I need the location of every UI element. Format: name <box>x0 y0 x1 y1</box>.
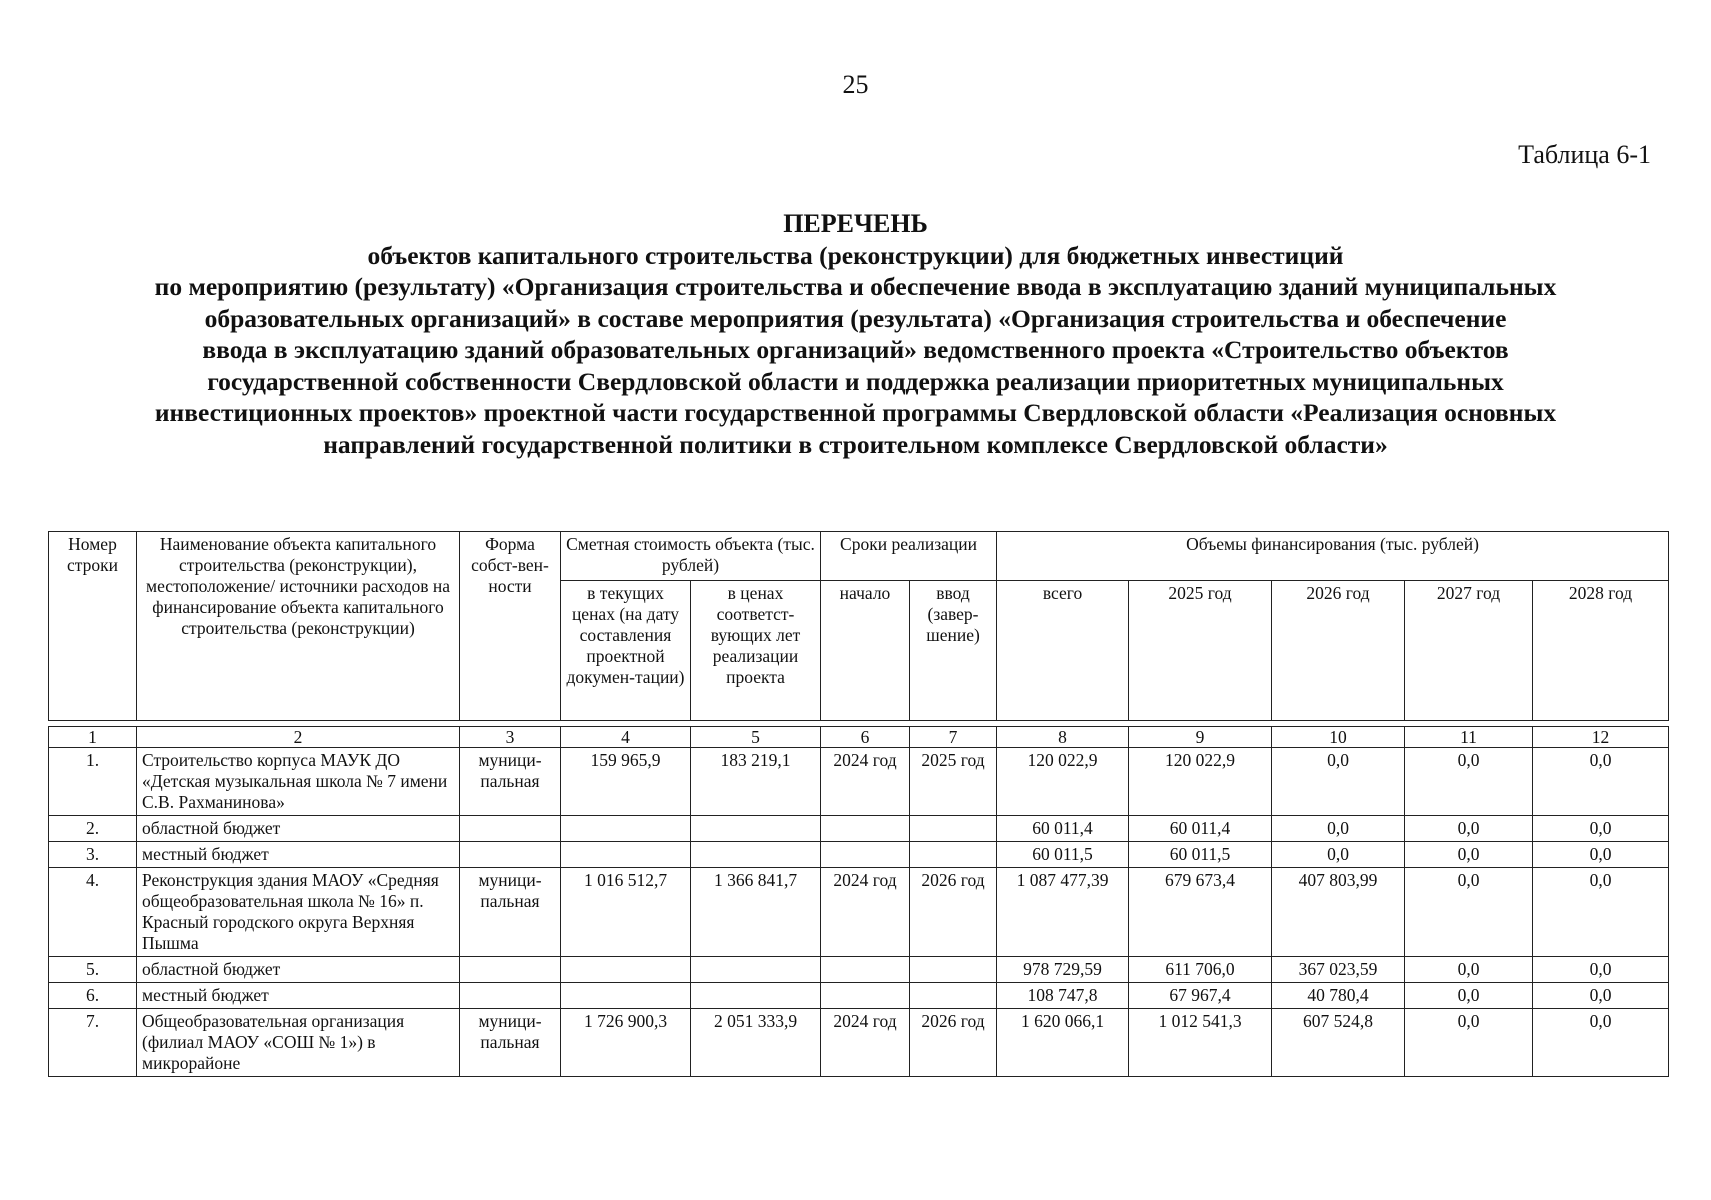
object-name-cell: местный бюджет <box>137 842 460 868</box>
object-name-cell: Реконструкция здания МАОУ «Средняя общеобразовательная школа № 16» п. Красный городского округа Верхняя Пышма <box>137 868 460 957</box>
header-row-number: Номер строки <box>49 532 137 721</box>
year-2028-cell: 0,0 <box>1533 842 1669 868</box>
year-2026-cell: 0,0 <box>1272 842 1405 868</box>
year-2027-cell: 0,0 <box>1405 957 1533 983</box>
row-number-cell: 1. <box>49 748 137 816</box>
object-name-cell: Общеобразовательная организация (филиал МАОУ «СОШ № 1») в микрорайоне <box>137 1009 460 1077</box>
ownership-cell <box>460 957 561 983</box>
row-number-cell: 6. <box>49 983 137 1009</box>
year-2028-cell: 0,0 <box>1533 957 1669 983</box>
finish-cell: 2025 год <box>910 748 997 816</box>
header-2026: 2026 год <box>1272 581 1405 721</box>
title-line: объектов капитального строительства (реконструкции) для бюджетных инвестиций <box>367 240 1344 270</box>
table-row <box>49 957 1669 983</box>
cost-current-cell <box>561 983 691 1009</box>
year-2027-cell: 0,0 <box>1405 748 1533 816</box>
row-number-cell: 7. <box>49 1009 137 1077</box>
object-name-cell: местный бюджет <box>137 983 460 1009</box>
total-cell: 120 022,9 <box>997 748 1129 816</box>
total-cell: 60 011,5 <box>997 842 1129 868</box>
column-number: 2 <box>137 727 460 748</box>
year-2028-cell: 0,0 <box>1533 1009 1669 1077</box>
cost-years-cell: 1 366 841,7 <box>691 868 821 957</box>
page-number: 25 <box>842 70 869 99</box>
column-number: 5 <box>691 727 821 748</box>
header-start: начало <box>821 581 910 721</box>
cost-years-cell: 183 219,1 <box>691 748 821 816</box>
row-number-cell: 4. <box>49 868 137 957</box>
start-cell <box>821 983 910 1009</box>
start-cell: 2024 год <box>821 868 910 957</box>
year-2028-cell: 0,0 <box>1533 983 1669 1009</box>
finish-cell <box>910 842 997 868</box>
object-name-cell: областной бюджет <box>137 957 460 983</box>
ownership-cell <box>460 816 561 842</box>
finish-cell <box>910 957 997 983</box>
table-row <box>49 842 1669 868</box>
document-title <box>40 208 1671 460</box>
header-object-name: Наименование объекта капитального строительства (реконструкции), местоположение/ источники расходов на финансирование объекта капитального строительства (реконструкции) <box>137 532 460 721</box>
header-finish: ввод (завер-шение) <box>910 581 997 721</box>
column-numbers-row <box>49 727 1669 748</box>
row-number-cell: 2. <box>49 816 137 842</box>
title-main: ПЕРЕЧЕНЬ <box>783 209 928 238</box>
table-row <box>49 748 1669 816</box>
year-2026-cell: 407 803,99 <box>1272 868 1405 957</box>
header-ownership: Форма собст-вен-ности <box>460 532 561 721</box>
table-row <box>49 868 1669 957</box>
year-2025-cell: 120 022,9 <box>1129 748 1272 816</box>
cost-current-cell <box>561 842 691 868</box>
row-number-cell: 3. <box>49 842 137 868</box>
column-number: 3 <box>460 727 561 748</box>
cost-years-cell <box>691 983 821 1009</box>
year-2025-cell: 60 011,4 <box>1129 816 1272 842</box>
header-2027: 2027 год <box>1405 581 1533 721</box>
ownership-cell <box>460 842 561 868</box>
cost-years-cell <box>691 957 821 983</box>
year-2028-cell: 0,0 <box>1533 868 1669 957</box>
start-cell: 2024 год <box>821 1009 910 1077</box>
table-label: Таблица 6-1 <box>1518 140 1651 169</box>
column-number: 1 <box>49 727 137 748</box>
cost-years-cell: 2 051 333,9 <box>691 1009 821 1077</box>
header-cost-current: в текущих ценах (на дату составления проектной докумен-тации) <box>561 581 691 721</box>
year-2026-cell: 0,0 <box>1272 748 1405 816</box>
column-number: 9 <box>1129 727 1272 748</box>
object-name-cell: областной бюджет <box>137 816 460 842</box>
cost-current-cell: 159 965,9 <box>561 748 691 816</box>
year-2025-cell: 67 967,4 <box>1129 983 1272 1009</box>
row-number-cell: 5. <box>49 957 137 983</box>
header-row <box>49 532 1669 581</box>
title-line: инвестиционных проектов» проектной части государственной программы Свердловской области «Реализация основных <box>154 398 1557 427</box>
total-cell: 1 087 477,39 <box>997 868 1129 957</box>
cost-current-cell <box>561 957 691 983</box>
objects-table <box>48 531 1669 1077</box>
cost-current-cell: 1 726 900,3 <box>561 1009 691 1077</box>
start-cell <box>821 816 910 842</box>
year-2026-cell: 367 023,59 <box>1272 957 1405 983</box>
finish-cell <box>910 816 997 842</box>
column-number: 7 <box>910 727 997 748</box>
column-number: 6 <box>821 727 910 748</box>
year-2028-cell: 0,0 <box>1533 816 1669 842</box>
year-2026-cell: 40 780,4 <box>1272 983 1405 1009</box>
finish-cell: 2026 год <box>910 1009 997 1077</box>
start-cell <box>821 842 910 868</box>
table-row <box>49 983 1669 1009</box>
column-number: 4 <box>561 727 691 748</box>
title-line: государственной собственности Свердловской области и поддержка реализации приоритетных муниципальных <box>207 366 1504 396</box>
year-2027-cell: 0,0 <box>1405 868 1533 957</box>
ownership-cell: муници-пальная <box>460 1009 561 1077</box>
total-cell: 108 747,8 <box>997 983 1129 1009</box>
header-2028: 2028 год <box>1533 581 1669 721</box>
cost-years-cell <box>691 842 821 868</box>
table-row <box>49 816 1669 842</box>
title-line: направлений государственной политики в строительном комплексе Свердловской области» <box>323 429 1388 459</box>
ownership-cell: муници-пальная <box>460 868 561 957</box>
year-2025-cell: 679 673,4 <box>1129 868 1272 957</box>
column-number: 11 <box>1405 727 1533 748</box>
finish-cell: 2026 год <box>910 868 997 957</box>
column-number: 10 <box>1272 727 1405 748</box>
ownership-cell: муници-пальная <box>460 748 561 816</box>
year-2026-cell: 607 524,8 <box>1272 1009 1405 1077</box>
year-2025-cell: 611 706,0 <box>1129 957 1272 983</box>
title-line: образовательных организаций» в составе мероприятия (результата) «Организация строительства и обеспечение <box>204 303 1507 333</box>
column-number: 12 <box>1533 727 1669 748</box>
start-cell <box>821 957 910 983</box>
total-cell: 978 729,59 <box>997 957 1129 983</box>
title-line: ввода в эксплуатацию зданий образовательных организаций» ведомственного проекта «Строительство объектов <box>202 335 1509 364</box>
ownership-cell <box>460 983 561 1009</box>
year-2026-cell: 0,0 <box>1272 816 1405 842</box>
year-2025-cell: 1 012 541,3 <box>1129 1009 1272 1077</box>
column-number: 8 <box>997 727 1129 748</box>
header-financing: Объемы финансирования (тыс. рублей) <box>997 532 1669 581</box>
cost-current-cell <box>561 816 691 842</box>
year-2027-cell: 0,0 <box>1405 1009 1533 1077</box>
year-2025-cell: 60 011,5 <box>1129 842 1272 868</box>
object-name-cell: Строительство корпуса МАУК ДО «Детская музыкальная школа № 7 имени С.В. Рахманинова» <box>137 748 460 816</box>
header-2025: 2025 год <box>1129 581 1272 721</box>
header-cost-years: в ценах соответст-вующих лет реализации проекта <box>691 581 821 721</box>
total-cell: 1 620 066,1 <box>997 1009 1129 1077</box>
header-estimated-cost: Сметная стоимость объекта (тыс. рублей) <box>561 532 821 581</box>
header-total: всего <box>997 581 1129 721</box>
year-2027-cell: 0,0 <box>1405 816 1533 842</box>
title-line: по мероприятию (результату) «Организация строительства и обеспечение ввода в эксплуатацию зданий муниципальных <box>154 272 1557 301</box>
table-row <box>49 1009 1669 1077</box>
year-2027-cell: 0,0 <box>1405 983 1533 1009</box>
cost-current-cell: 1 016 512,7 <box>561 868 691 957</box>
finish-cell <box>910 983 997 1009</box>
cost-years-cell <box>691 816 821 842</box>
year-2027-cell: 0,0 <box>1405 842 1533 868</box>
total-cell: 60 011,4 <box>997 816 1129 842</box>
start-cell: 2024 год <box>821 748 910 816</box>
year-2028-cell: 0,0 <box>1533 748 1669 816</box>
header-terms: Сроки реализации <box>821 532 997 581</box>
